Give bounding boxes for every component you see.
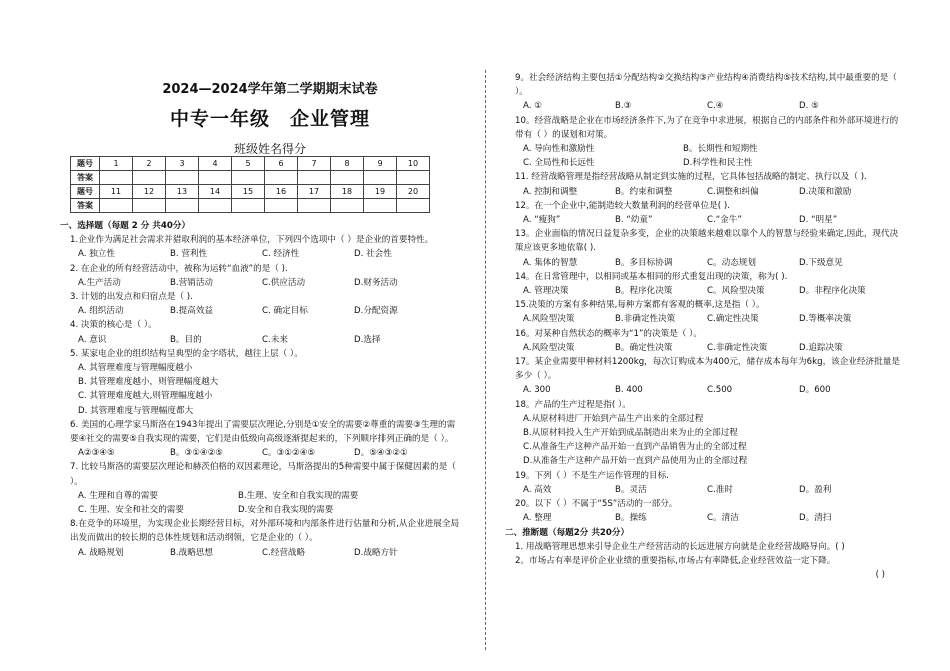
option: C.经营战略 <box>262 547 306 558</box>
option: C.准时 <box>707 484 733 495</box>
answer-cell[interactable] <box>397 171 430 185</box>
num-cell: 3 <box>166 157 199 171</box>
option: D.科学性和民主性 <box>683 158 753 169</box>
question-5: 5. 某家电企业的组织结构呈典型的金字塔状，越往上层（ ）。 <box>70 348 303 359</box>
options-7a <box>60 489 460 503</box>
option: C.“金牛” <box>707 215 742 226</box>
question-17: 17。某企业需要甲种材料1200kg，每次订购成本为400元，储存成本每年为6kg，该企业经济批量是多少（ ）。 <box>515 357 900 382</box>
option: C.④ <box>707 101 724 112</box>
option: D。⑤④③②① <box>354 448 408 459</box>
answer-cell[interactable] <box>166 199 199 213</box>
judgement-2: 2。市场占有率是评价企业业绩的重要指标,市场占有率降低,企业经营效益一定下降。 <box>515 555 836 566</box>
option: B.提高效益 <box>170 306 214 317</box>
options-10b <box>505 156 905 170</box>
option: B. “幼童” <box>615 215 653 226</box>
num-cell: 15 <box>232 185 265 199</box>
question-10: 10。经营战略是企业在市场经济条件下,为了在竞争中求进展，根据自己的内部条件和外部环境进行的带有（ ）的谋划和对策。 <box>515 115 899 140</box>
options-14 <box>505 284 905 298</box>
answer-cell[interactable] <box>331 171 364 185</box>
num-cell: 12 <box>133 185 166 199</box>
question-12: 12。在一个企业中,能制造较大数量利润的经营单位是( ). <box>515 200 730 211</box>
option: B。目的 <box>170 334 202 345</box>
left-questions <box>60 219 460 560</box>
option: A. 意识 <box>78 334 107 345</box>
option: A. “瘦狗” <box>523 215 561 226</box>
option: C。清洁 <box>707 513 739 524</box>
option: D. 社会性 <box>354 249 392 260</box>
option: B。③①④②⑤ <box>170 448 224 459</box>
options-17 <box>505 383 905 397</box>
option: D。非程序化决策 <box>799 286 866 297</box>
options-8 <box>60 546 460 560</box>
row-label: 题号 <box>71 185 100 199</box>
option: B。确定性决策 <box>615 342 673 353</box>
option: B.③ <box>615 101 632 112</box>
option: C。动态规划 <box>707 257 756 268</box>
option: D.战略方针 <box>354 547 398 558</box>
options-13 <box>505 256 905 270</box>
num-cell: 2 <box>133 157 166 171</box>
options-1 <box>60 247 460 261</box>
option: D. ⑤ <box>799 101 819 112</box>
question-2: 2. 在企业的所有经营活动中，被称为运转“血液”的是（ ). <box>70 263 288 274</box>
option: A.风险型决策 <box>523 314 575 325</box>
score-table <box>70 156 430 213</box>
option: C。风险型决策 <box>707 286 765 297</box>
right-questions <box>505 71 905 582</box>
subject-title: 中专一年级 企业管理 <box>169 108 370 130</box>
option: D.财务活动 <box>354 277 398 288</box>
option: A.从原材料进厂开始到产品生产出来的全部过程 <box>523 413 704 424</box>
option: B。程序化决策 <box>615 286 673 297</box>
option: D.决策和激励 <box>799 186 852 197</box>
answer-cell[interactable] <box>298 171 331 185</box>
option: A. 其管理难度与管理幅度越小 <box>78 363 193 374</box>
option: A. 组织活动 <box>78 306 124 317</box>
option: C。③①②④⑤ <box>262 448 316 459</box>
answer-cell[interactable] <box>100 171 133 185</box>
option: B.非确定性决策 <box>615 314 676 325</box>
options-19 <box>505 483 905 497</box>
num-cell: 18 <box>331 185 364 199</box>
question-19: 19。下列（ ）不是生产运作管理的目标. <box>515 470 669 481</box>
answer-cell[interactable] <box>364 199 397 213</box>
option: B。多目标协调 <box>615 257 673 268</box>
student-info-line: 班级姓名得分 <box>233 142 306 156</box>
option: A. ① <box>523 101 542 112</box>
option: B. 其管理难度越小，则管理幅度越大 <box>78 377 219 388</box>
question-14: 14。在日常管理中，以相同或基本相同的形式重复出现的决策，称为( ). <box>515 271 788 282</box>
option: D. “明星” <box>799 215 838 226</box>
option: D.下级意见 <box>799 257 843 268</box>
num-cell: 13 <box>166 185 199 199</box>
num-cell: 19 <box>364 185 397 199</box>
column-divider <box>485 70 486 650</box>
options-7b <box>60 503 460 517</box>
option: D。600 <box>799 385 831 396</box>
option: D.选择 <box>354 334 381 345</box>
num-cell: 7 <box>298 157 331 171</box>
num-cell: 10 <box>397 157 430 171</box>
question-13: 13。企业面临的情况日益复杂多变，企业的决策越来越难以靠个人的智慧与经验来确定,因此，现代决策应该更多地依靠( ). <box>515 229 899 254</box>
option: C.非确定性决策 <box>707 342 768 353</box>
options-6 <box>60 446 460 460</box>
answer-cell[interactable] <box>331 199 364 213</box>
num-cell: 20 <box>397 185 430 199</box>
question-1: 1.企业作为满足社会需求并猎取利润的基本经济单位，下列四个选项中（ ）是企业的首要特性。 <box>70 235 434 246</box>
option: A. 战略规划 <box>78 547 124 558</box>
score-row-num-2 <box>71 185 430 199</box>
question-6: 6. 美国的心理学家马斯洛在1943年提出了需要层次理论,分别是①安全的需要②尊重的需要③生理的需要④社交的需要⑤自我实现的需要，它们是由低级向高级逐渐提起来的，下列顺序排列正确的是（ ）。 <box>70 419 456 445</box>
option: D.从准备生产这种产品开始一直到产品使用为止的全部过程 <box>523 456 748 467</box>
answer-cell[interactable] <box>232 171 265 185</box>
option: C. 确定目标 <box>262 306 308 317</box>
question-11: 11. 经营战略管理是指经营战略从制定到实施的过程，它具体包括战略的制定、执行以及（ ). <box>515 172 867 183</box>
question-8: 8.在竞争的环境里，为实现企业长期经营目标，对外部环境和内部条件进行估量和分析,从企业进展全局出发而做出的较长期的总体性规划和活动纲领，它是企业的（ ）。 <box>70 519 460 544</box>
option: A. 整理 <box>523 513 552 524</box>
option: B. 营利性 <box>170 249 208 260</box>
exam-title: 2024—2024学年第二学期期末试卷 <box>162 82 378 97</box>
num-cell: 5 <box>232 157 265 171</box>
question-18: 18。产品的生产过程是指( ）。 <box>515 399 631 410</box>
answer-cell[interactable] <box>166 171 199 185</box>
option: A. 管理决策 <box>523 286 569 297</box>
answer-cell[interactable] <box>265 171 298 185</box>
option: C.调整和纠偏 <box>707 186 759 197</box>
option: A. 生理和自尊的需要 <box>78 490 158 501</box>
question-7: 7. 比较马斯洛的需要层次理论和赫茨伯格的双因素理论，马斯洛提出的5种需要中属于保健因素的是（ ）。 <box>70 462 456 487</box>
num-cell: 6 <box>265 157 298 171</box>
row-label: 答案 <box>71 171 100 185</box>
question-16: 16。对某种自然状态的概率为“1”的决策是（ ）。 <box>515 328 703 339</box>
question-4: 4. 决策的核心是（ ）。 <box>70 320 157 331</box>
options-3 <box>60 304 460 318</box>
options-4 <box>60 333 460 347</box>
question-3: 3. 计划的出发点和归宿点是（ ). <box>70 292 193 303</box>
option: D。清扫 <box>799 513 832 524</box>
num-cell: 4 <box>199 157 232 171</box>
option: C.确定性决策 <box>707 314 759 325</box>
option: D.追踪决策 <box>799 342 843 353</box>
option: B。灵活 <box>615 484 647 495</box>
option: C. 生理、安全和社交的需要 <box>78 505 184 516</box>
question-9: 9。社会经济结构主要包括①分配结构②交换结构③产业结构④消费结构⑤技术结构,其中最重要的是（ ）。 <box>515 73 897 98</box>
option: D. 其管理难度与管理幅度都大 <box>78 405 194 416</box>
option: D.等概率决策 <box>799 314 852 325</box>
option: C. 全局性和长远性 <box>523 158 595 169</box>
option: A. 控制和调整 <box>523 186 578 197</box>
option: C.供应活动 <box>262 277 306 288</box>
score-row-num-1 <box>71 157 430 171</box>
answer-cell[interactable] <box>364 171 397 185</box>
options-11 <box>505 185 905 199</box>
option: A.生产活动 <box>78 277 121 288</box>
answer-cell[interactable] <box>232 199 265 213</box>
num-cell: 8 <box>331 157 364 171</box>
option: C.从准备生产这种产品开始一直到产品销售为止的全部过程 <box>523 442 747 453</box>
num-cell: 1 <box>100 157 133 171</box>
option: B.战略思想 <box>170 547 214 558</box>
option: B。约束和调整 <box>615 186 673 197</box>
option: B.从原材料投入生产开始到成品制造出来为止的全部过程 <box>523 428 738 439</box>
option: A. 300 <box>523 385 551 396</box>
option: C.500 <box>707 385 733 396</box>
options-2 <box>60 276 460 290</box>
score-row-ans-2 <box>71 199 430 213</box>
options-16 <box>505 341 905 355</box>
options-20 <box>505 511 905 525</box>
answer-cell[interactable] <box>265 199 298 213</box>
option: A.风险型决策 <box>523 342 575 353</box>
num-cell: 9 <box>364 157 397 171</box>
option: B.生理、安全和自我实现的需要 <box>238 490 359 501</box>
option: D.分配资源 <box>354 306 398 317</box>
num-cell: 16 <box>265 185 298 199</box>
option: B. 400 <box>615 385 643 396</box>
answer-cell[interactable] <box>199 171 232 185</box>
answer-cell[interactable] <box>133 199 166 213</box>
options-15 <box>505 312 905 326</box>
question-15: 15.决策的方案有多种结果,每种方案都有客观的概率,这是指（ ）。 <box>515 300 765 311</box>
option: A. 独立性 <box>78 249 115 260</box>
option: D.安全和自我实现的需要 <box>238 505 334 516</box>
answer-cell[interactable] <box>298 199 331 213</box>
option: C. 其管理难度越大,则管理幅度越小 <box>78 391 213 402</box>
option: B.营销活动 <box>170 277 214 288</box>
answer-paren[interactable]: ( ) <box>875 570 885 581</box>
option: A. 导向性和激励性 <box>523 144 595 155</box>
answer-cell[interactable] <box>133 171 166 185</box>
section-judgement-title: 二、推断题（每题2分 共20分） <box>505 527 630 538</box>
answer-cell[interactable] <box>199 199 232 213</box>
option: A. 高效 <box>523 484 552 495</box>
option: B。操练 <box>615 513 647 524</box>
option: A. 集体的智慧 <box>523 257 578 268</box>
options-9 <box>505 99 905 113</box>
options-12 <box>505 213 905 227</box>
options-10a <box>505 142 905 156</box>
judgement-1: 1. 用战略管理思想来引导企业生产经营活动的长远进展方向就是企业经营战略导向。( ) <box>515 541 845 552</box>
option: C. 经济性 <box>262 249 300 260</box>
row-label: 题号 <box>71 157 100 171</box>
option: D。盈利 <box>799 484 832 495</box>
option: C.未来 <box>262 334 288 345</box>
num-cell: 11 <box>100 185 133 199</box>
answer-cell[interactable] <box>397 199 430 213</box>
option: B。长期性和短期性 <box>683 144 758 155</box>
num-cell: 14 <box>199 185 232 199</box>
score-row-ans-1 <box>71 171 430 185</box>
section-choice-title: 一、选择题（每题 2 分 共40分） <box>60 221 191 231</box>
row-label: 答案 <box>71 199 100 213</box>
answer-cell[interactable] <box>100 199 133 213</box>
question-20: 20。以下（ ）不属于“5S”活动的一部分。 <box>515 499 678 510</box>
num-cell: 17 <box>298 185 331 199</box>
option: A②③④⑤ <box>78 448 115 459</box>
